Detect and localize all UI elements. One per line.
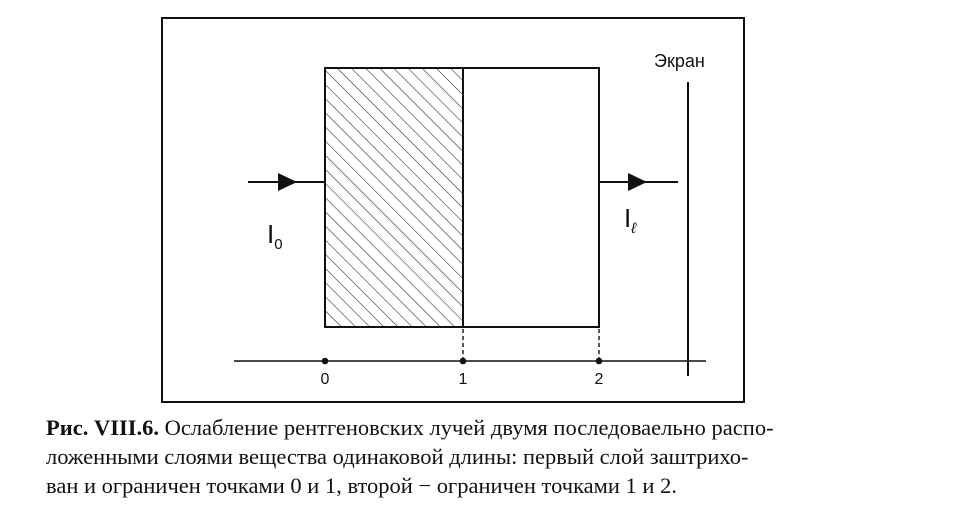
caption-line-1 bbox=[46, 413, 938, 442]
caption-figure-number: Рис. VIII.6. bbox=[46, 415, 159, 440]
point-1-marker bbox=[460, 358, 467, 365]
layer-1-hatched bbox=[325, 68, 463, 327]
point-0-label: 0 bbox=[320, 371, 330, 388]
point-1-label: 1 bbox=[458, 371, 468, 388]
figure-caption bbox=[46, 413, 938, 500]
point-2-label: 2 bbox=[594, 371, 604, 388]
point-0-marker bbox=[322, 358, 329, 365]
point-2-marker bbox=[596, 358, 603, 365]
caption-line-3: ван и ограничен точками 0 и 1, второй − ограничен точками 1 и 2. bbox=[46, 473, 677, 498]
screen-label: Экран bbox=[654, 51, 705, 71]
caption-text-1: Ослабление рентгеновских лучей двумя последоваельно распо- bbox=[158, 415, 774, 440]
transmitted-arrow-icon bbox=[628, 173, 647, 191]
caption-line-2: ложенными слоями вещества одинаковой длины: первый слой заштрихо- bbox=[46, 444, 749, 469]
incident-arrow-icon bbox=[278, 173, 297, 191]
incident-intensity-label: $I_0$ bbox=[267, 219, 283, 253]
transmitted-intensity-label: $I_\ell$ bbox=[624, 203, 637, 237]
